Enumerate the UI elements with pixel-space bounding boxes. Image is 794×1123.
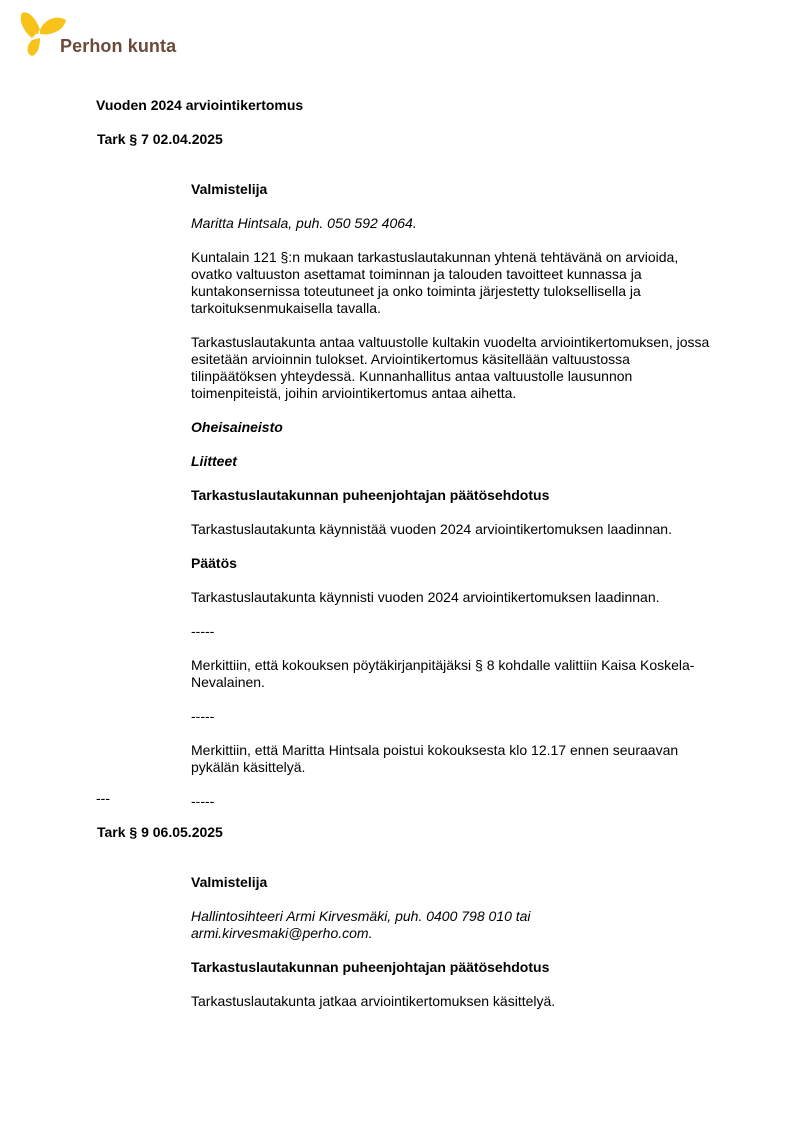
section-heading-7: Tark § 7 02.04.2025 <box>97 131 223 147</box>
end-separator: ----- <box>191 793 215 809</box>
decision-text: Tarkastuslautakunta käynnisti vuoden 2024 arviointikertomuksen laadinnan. <box>191 589 660 605</box>
document-title: Vuoden 2024 arviointikertomus <box>96 97 304 113</box>
paragraph-1: Kuntalain 121 §:n mukaan tarkastuslautakunnan yhtenä tehtävänä on arvioida, ovatko valtuuston asettamat toiminnan ja talouden tavoitteet kunnassa ja kuntakonsernissa toteutuneet ja onko toiminta järjestetty tuloksellisella ja tarkoituksenmukaisella tavalla. <box>191 249 679 316</box>
logo-text: Perhon kunta <box>60 36 177 56</box>
proposal-text: Tarkastuslautakunta jatkaa arviointikertomuksen käsittelyä. <box>191 993 556 1009</box>
paragraph-2: Tarkastuslautakunta antaa valtuustolle kultakin vuodelta arviointikertomuksen, jossa esitetään arvioinnin tulokset. Arviointikertomus käsitellään valtuustossa tilinpäätöksen yhteydessä. Kunnanhallitus antaa valtuustolle lausunnon toimenpiteistä, joihin arviointikertomus antaa aihetta. <box>191 334 710 401</box>
proposal-text: Tarkastuslautakunta käynnistää vuoden 2024 arviointikertomuksen laadinnan. <box>191 521 672 537</box>
section-1-body <box>191 181 711 810</box>
appendices-label: Liitteet <box>191 453 237 469</box>
section-heading-9: Tark § 9 06.05.2025 <box>97 824 223 840</box>
note-1: Merkittiin, että kokouksen pöytäkirjanpitäjäksi § 8 kohdalle valittiin Kaisa Koskela-Nevalainen. <box>191 657 695 690</box>
separator: ----- <box>191 708 215 724</box>
proposal-label: Tarkastuslautakunnan puheenjohtajan päätösehdotus <box>191 487 550 503</box>
section-2-body <box>191 874 711 1010</box>
preparer-label: Valmistelija <box>191 181 268 197</box>
perhon-kunta-logo <box>18 10 188 60</box>
preparer-text: Hallintosihteeri Armi Kirvesmäki, puh. 0400 798 010 tai armi.kirvesmaki@perho.com. <box>191 908 531 941</box>
preparer-label: Valmistelija <box>191 874 268 890</box>
note-2: Merkittiin, että Maritta Hintsala poistui kokouksesta klo 12.17 ennen seuraavan pykälän käsittelyä. <box>191 742 679 775</box>
separator: ----- <box>191 623 215 639</box>
decision-label: Päätös <box>191 555 237 571</box>
proposal-label: Tarkastuslautakunnan puheenjohtajan päätösehdotus <box>191 959 550 975</box>
preparer-text: Maritta Hintsala, puh. 050 592 4064. <box>191 215 417 231</box>
end-separator-left: --- <box>96 790 110 806</box>
attachments-label: Oheisaineisto <box>191 419 283 435</box>
